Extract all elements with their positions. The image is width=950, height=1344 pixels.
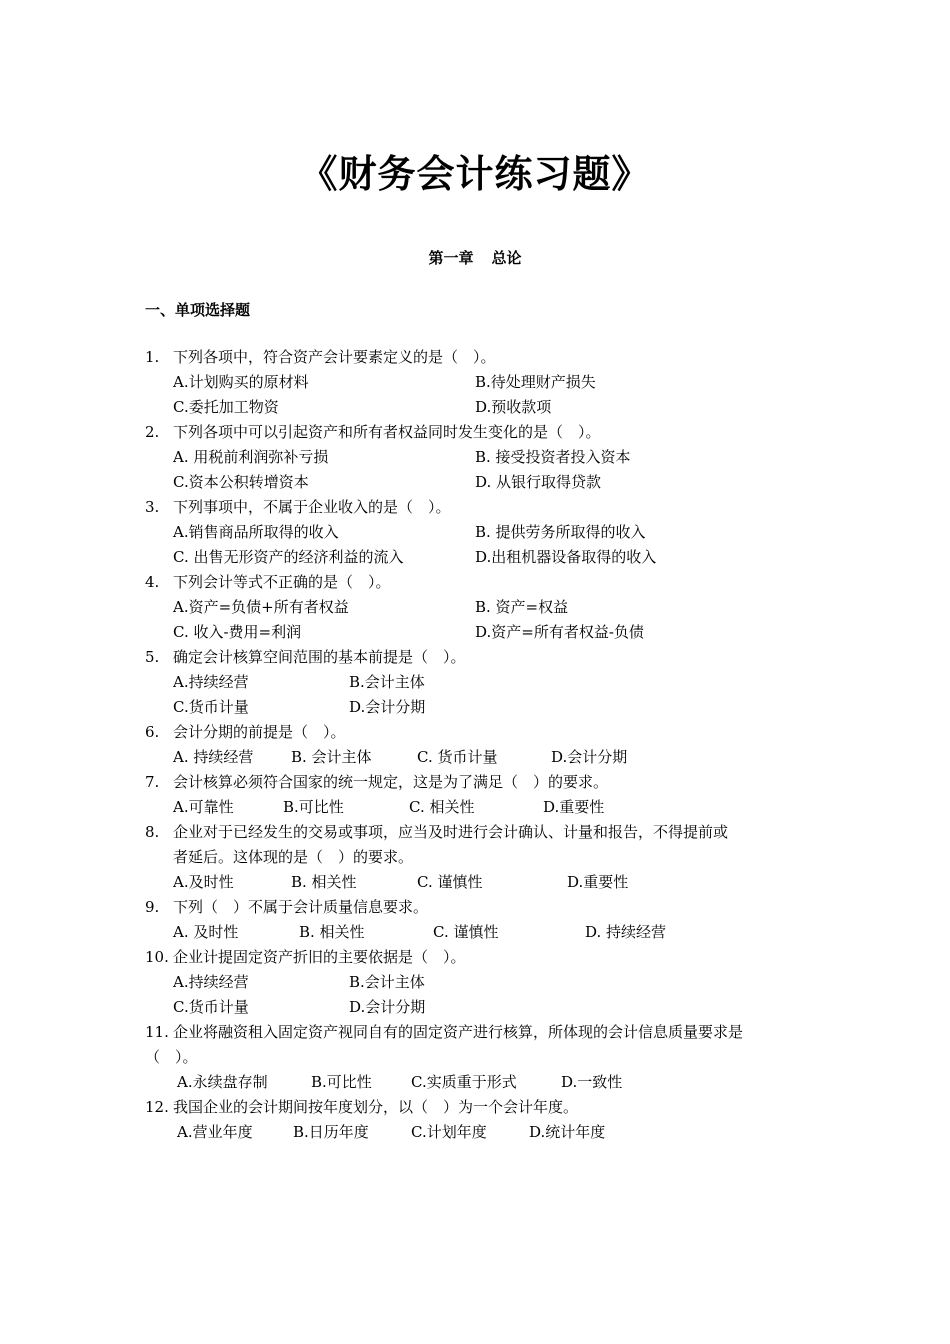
question-10 bbox=[145, 945, 810, 970]
question-number: 2. bbox=[145, 423, 160, 441]
chapter-heading bbox=[0, 246, 950, 270]
option-a: A. 持续经营 bbox=[173, 748, 254, 766]
question-11 bbox=[145, 1020, 810, 1045]
question-number: 3. bbox=[145, 498, 160, 516]
options-row bbox=[145, 1070, 810, 1095]
option-d: D.预收款项 bbox=[475, 398, 552, 416]
option-c: C. 相关性 bbox=[409, 798, 475, 816]
question-number: 6. bbox=[145, 723, 160, 741]
question-list bbox=[145, 345, 810, 1145]
options-row bbox=[145, 995, 810, 1020]
question-number: 1. bbox=[145, 348, 160, 366]
question-text: 下列（ ）不属于会计质量信息要求。 bbox=[173, 898, 429, 916]
option-b: B. 相关性 bbox=[299, 923, 365, 941]
question-text: 下列事项中，不属于企业收入的是（ ）。 bbox=[173, 498, 451, 516]
option-b: B. 资产=权益 bbox=[475, 598, 569, 616]
option-d: D.会计分期 bbox=[349, 998, 426, 1016]
question-9 bbox=[145, 895, 810, 920]
option-b: B.会计主体 bbox=[349, 973, 425, 991]
section-heading: 一、单项选择题 bbox=[145, 301, 251, 319]
options-row bbox=[145, 470, 810, 495]
question-3 bbox=[145, 495, 810, 520]
question-number: 8. bbox=[145, 823, 160, 841]
option-b: B.可比性 bbox=[311, 1073, 372, 1091]
chapter-name: 总论 bbox=[491, 249, 522, 267]
question-5 bbox=[145, 645, 810, 670]
question-text-continued bbox=[145, 845, 810, 870]
options-row bbox=[145, 545, 810, 570]
question-text-continued bbox=[145, 1045, 810, 1070]
options-row bbox=[145, 670, 810, 695]
option-d: D.统计年度 bbox=[529, 1123, 606, 1141]
options-row bbox=[145, 695, 810, 720]
option-b: B.待处理财产损失 bbox=[475, 373, 596, 391]
option-a: A.及时性 bbox=[173, 873, 234, 891]
options-row bbox=[145, 520, 810, 545]
option-d: D.会计分期 bbox=[551, 748, 628, 766]
option-a: A.持续经营 bbox=[173, 973, 249, 991]
option-b: B.日历年度 bbox=[293, 1123, 369, 1141]
question-text: 下列会计等式不正确的是（ ）。 bbox=[173, 573, 391, 591]
option-a: A.可靠性 bbox=[173, 798, 234, 816]
question-number: 9. bbox=[145, 898, 160, 916]
question-text: 企业计提固定资产折旧的主要依据是（ ）。 bbox=[173, 948, 466, 966]
question-7 bbox=[145, 770, 810, 795]
question-number: 5. bbox=[145, 648, 160, 666]
question-2 bbox=[145, 420, 810, 445]
question-text-line2: 者延后。这体现的是（ ）的要求。 bbox=[173, 848, 414, 866]
option-d: D.重要性 bbox=[567, 873, 629, 891]
option-c: C. 出售无形资产的经济利益的流入 bbox=[173, 548, 404, 566]
options-row bbox=[145, 370, 810, 395]
option-d: D. 持续经营 bbox=[585, 923, 667, 941]
question-text-line2: （ ）。 bbox=[145, 1048, 198, 1066]
option-a: A.计划购买的原材料 bbox=[173, 373, 309, 391]
options-row bbox=[145, 445, 810, 470]
option-a: A.营业年度 bbox=[177, 1123, 253, 1141]
question-number: 11. bbox=[145, 1023, 169, 1041]
question-1 bbox=[145, 345, 810, 370]
question-text: 确定会计核算空间范围的基本前提是（ ）。 bbox=[173, 648, 466, 666]
question-number: 7. bbox=[145, 773, 160, 791]
option-c: C. 谨慎性 bbox=[433, 923, 499, 941]
question-text: 我国企业的会计期间按年度划分，以（ ）为一个会计年度。 bbox=[173, 1098, 579, 1116]
question-8 bbox=[145, 820, 810, 845]
question-text: 企业将融资租入固定资产视同自有的固定资产进行核算，所体现的会计信息质量要求是 bbox=[173, 1023, 744, 1041]
question-12 bbox=[145, 1095, 810, 1120]
option-c: C.委托加工物资 bbox=[173, 398, 279, 416]
option-c: C.货币计量 bbox=[173, 698, 249, 716]
option-b: B. 提供劳务所取得的收入 bbox=[475, 523, 646, 541]
question-text: 下列各项中，符合资产会计要素定义的是（ ）。 bbox=[173, 348, 496, 366]
option-d: D.资产=所有者权益-负债 bbox=[475, 623, 644, 641]
options-row bbox=[145, 920, 810, 945]
option-d: D.重要性 bbox=[543, 798, 605, 816]
option-c: C. 收入-费用=利润 bbox=[173, 623, 302, 641]
option-d: D.会计分期 bbox=[349, 698, 426, 716]
option-b: B.可比性 bbox=[283, 798, 344, 816]
question-4 bbox=[145, 570, 810, 595]
option-d: D.出租机器设备取得的收入 bbox=[475, 548, 657, 566]
option-c: C.货币计量 bbox=[173, 998, 249, 1016]
document-title: 《财务会计练习题》 bbox=[299, 152, 651, 196]
options-row bbox=[145, 620, 810, 645]
question-6 bbox=[145, 720, 810, 745]
option-c: C. 货币计量 bbox=[417, 748, 498, 766]
option-d: D.一致性 bbox=[561, 1073, 623, 1091]
option-a: A.销售商品所取得的收入 bbox=[173, 523, 339, 541]
option-a: A. 及时性 bbox=[173, 923, 239, 941]
option-a: A.永续盘存制 bbox=[177, 1073, 268, 1091]
options-row bbox=[145, 595, 810, 620]
option-b: B. 接受投资者投入资本 bbox=[475, 448, 631, 466]
option-a: A. 用税前利润弥补亏损 bbox=[173, 448, 329, 466]
option-d: D. 从银行取得贷款 bbox=[475, 473, 602, 491]
option-c: C.资本公积转增资本 bbox=[173, 473, 309, 491]
options-row bbox=[145, 745, 810, 770]
option-a: A.资产=负债+所有者权益 bbox=[173, 598, 349, 616]
question-text: 下列各项中可以引起资产和所有者权益同时发生变化的是（ ）。 bbox=[173, 423, 601, 441]
question-text: 企业对于已经发生的交易或事项，应当及时进行会计确认、计量和报告，不得提前或 bbox=[173, 823, 729, 841]
options-row bbox=[145, 870, 810, 895]
question-number: 10. bbox=[145, 948, 169, 966]
option-c: C.实质重于形式 bbox=[411, 1073, 517, 1091]
option-b: B. 会计主体 bbox=[291, 748, 372, 766]
question-number: 4. bbox=[145, 573, 160, 591]
option-b: B.会计主体 bbox=[349, 673, 425, 691]
question-text: 会计核算必须符合国家的统一规定，这是为了满足（ ）的要求。 bbox=[173, 773, 609, 791]
options-row bbox=[145, 1120, 810, 1145]
question-number: 12. bbox=[145, 1098, 169, 1116]
option-c: C. 谨慎性 bbox=[417, 873, 483, 891]
option-a: A.持续经营 bbox=[173, 673, 249, 691]
option-c: C.计划年度 bbox=[411, 1123, 487, 1141]
chapter-number: 第一章 bbox=[428, 249, 474, 267]
options-row bbox=[145, 970, 810, 995]
options-row bbox=[145, 795, 810, 820]
option-b: B. 相关性 bbox=[291, 873, 357, 891]
question-text: 会计分期的前提是（ ）。 bbox=[173, 723, 346, 741]
options-row bbox=[145, 395, 810, 420]
